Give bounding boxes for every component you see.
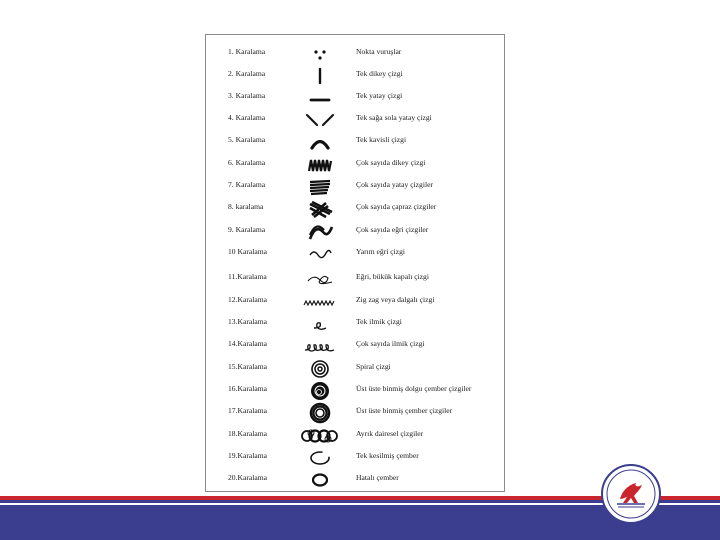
scribble-description: Yarım eğri çizgi <box>356 247 405 256</box>
scribble-description: Çok sayıda eğri çizgiler <box>356 225 429 234</box>
spiral-icon <box>298 358 342 380</box>
scribble-number: 12.Karalama <box>228 295 268 304</box>
scribble-number: 14.Karalama <box>228 339 268 348</box>
scribble-row <box>206 87 504 109</box>
scribble-number: 19.Karalama <box>228 451 268 460</box>
horizontal-line-icon <box>298 87 342 109</box>
scribble-description: Çok sayıda dikey çizgi <box>356 158 426 167</box>
scribble-row <box>206 43 504 65</box>
scribble-description: Tek dikey çizgi <box>356 69 403 78</box>
scribble-row <box>206 131 504 153</box>
scribble-row <box>206 198 504 220</box>
scribble-description: Spiral çizgi <box>356 362 391 371</box>
scribble-row <box>206 425 504 447</box>
zigzag-icon <box>298 291 342 313</box>
scribble-description: Çok sayıda çapraz çizgiler <box>356 202 437 211</box>
scribble-number: 3. Karalama <box>228 91 266 100</box>
diagonal-lines-icon <box>298 109 342 131</box>
scribble-description: Nokta vuruşlar <box>356 47 402 56</box>
scribble-row <box>206 243 504 265</box>
scribble-number: 8. karalama <box>228 202 264 211</box>
multi-diagonal-icon <box>298 198 342 220</box>
filled-overlap-circles-icon <box>298 380 342 402</box>
closed-curve-icon <box>298 268 342 290</box>
scribble-row <box>206 291 504 313</box>
scribble-row <box>206 221 504 243</box>
scribble-description: Tek yatay çizgi <box>356 91 403 100</box>
scribble-number: 16.Karalama <box>228 384 268 393</box>
scribble-row <box>206 109 504 131</box>
vertical-line-icon <box>298 65 342 87</box>
scribble-table <box>205 34 505 492</box>
scribble-number: 1. Karalama <box>228 47 266 56</box>
overlap-circles-icon <box>298 402 342 424</box>
scribble-row <box>206 313 504 335</box>
separate-circles-icon <box>298 425 342 447</box>
scribble-row <box>206 402 504 424</box>
scribble-number: 2. Karalama <box>228 69 266 78</box>
scribble-description: Tek kesilmiş çember <box>356 451 419 460</box>
scribble-number: 17.Karalama <box>228 406 268 415</box>
multi-vertical-icon <box>298 154 342 176</box>
scribble-row <box>206 469 504 491</box>
dots-stroke-icon <box>298 43 342 65</box>
half-curve-icon <box>298 243 342 265</box>
single-loop-icon <box>298 313 342 335</box>
scribble-number: 10 Karalama <box>228 247 268 256</box>
scribble-description: Tek kavisli çizgi <box>356 135 407 144</box>
scribble-description: Zig zag veya dalgalı çizgi <box>356 295 435 304</box>
scribble-row <box>206 447 504 469</box>
scribble-description: Hatalı çember <box>356 473 399 482</box>
scribble-number: 7. Karalama <box>228 180 266 189</box>
scribble-description: Üst üste binmiş çember çizgiler <box>356 406 453 415</box>
scribble-row <box>206 176 504 198</box>
scribble-description: Çok sayıda yatay çizgiler <box>356 180 433 189</box>
scribble-number: 18.Karalama <box>228 429 268 438</box>
multi-horizontal-icon <box>298 176 342 198</box>
scribble-number: 15.Karalama <box>228 362 268 371</box>
multi-loop-icon <box>298 335 342 357</box>
scribble-description: Tek ilmik çizgi <box>356 317 402 326</box>
faulty-circle-icon <box>298 469 342 491</box>
scribble-number: 11.Karalama <box>228 272 267 281</box>
university-logo-icon <box>600 463 662 525</box>
broken-circle-icon <box>298 447 342 469</box>
scribble-number: 9. Karalama <box>228 225 266 234</box>
multi-curve-icon <box>298 221 342 243</box>
scribble-description: Tek sağa sola yatay çizgi <box>356 113 432 122</box>
scribble-description: Ayrık dairesel çizgiler <box>356 429 424 438</box>
scribble-number: 4. Karalama <box>228 113 266 122</box>
arc-line-icon <box>298 131 342 153</box>
scribble-row <box>206 335 504 357</box>
scribble-row <box>206 65 504 87</box>
scribble-description: Eğri, bükük kapalı çizgi <box>356 272 429 281</box>
scribble-number: 6. Karalama <box>228 158 266 167</box>
scribble-description: Çok sayıda ilmik çizgi <box>356 339 425 348</box>
scribble-row <box>206 154 504 176</box>
scribble-number: 20.Karalama <box>228 473 268 482</box>
scribble-row <box>206 268 504 290</box>
scribble-number: 5. Karalama <box>228 135 266 144</box>
scribble-description: Üst üste binmiş dolgu çember çizgiler <box>356 384 472 393</box>
scribble-row <box>206 358 504 380</box>
scribble-number: 13.Karalama <box>228 317 268 326</box>
scribble-row <box>206 380 504 402</box>
